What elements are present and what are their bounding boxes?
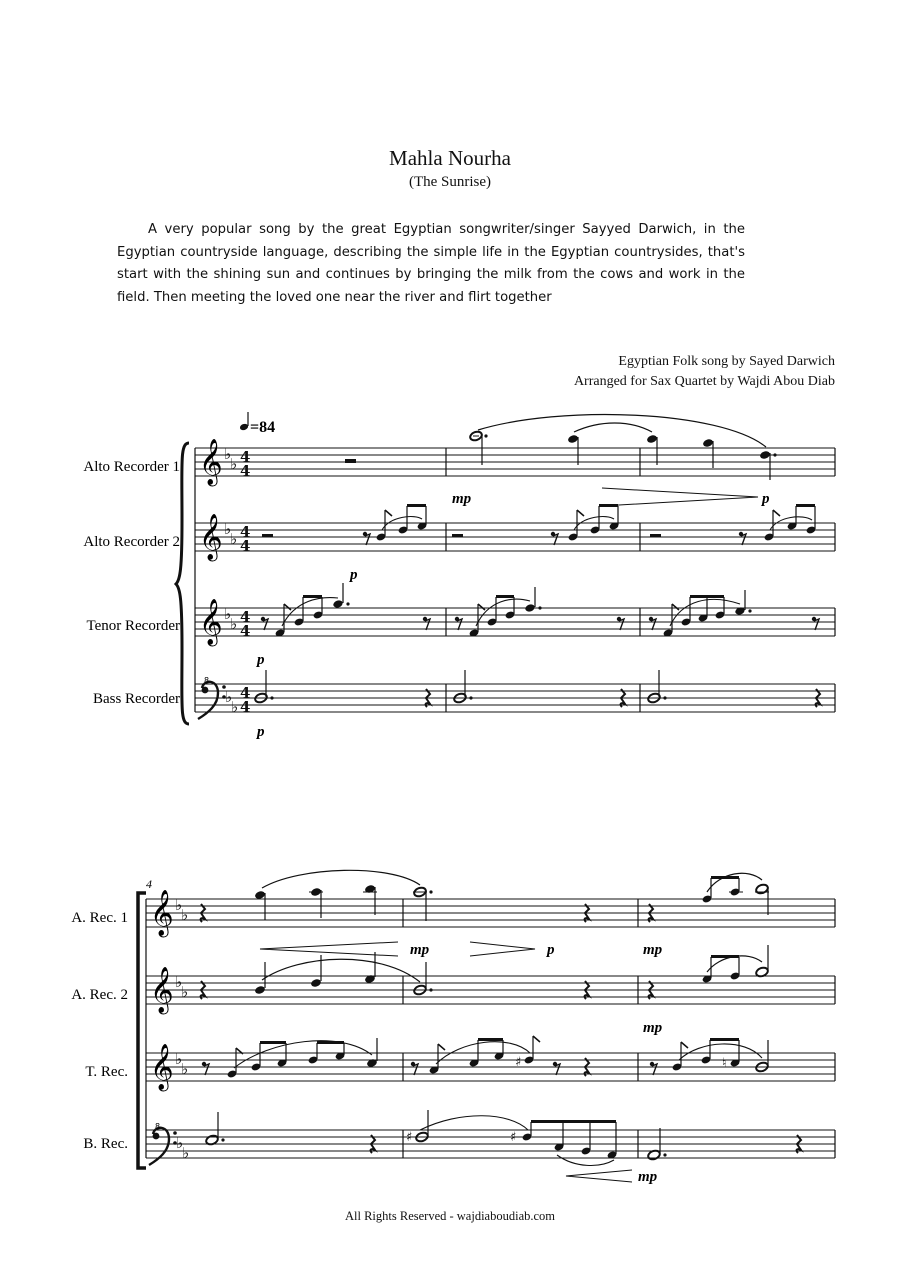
instrument-label: Tenor Recorder [86,618,180,634]
svg-text:♭: ♭ [181,983,189,1001]
svg-text:4: 4 [240,448,251,466]
octave-mark: 8 [204,676,210,685]
svg-text:♭: ♭ [231,698,239,716]
key-signature [175,896,189,1162]
dynamic-mark: mp [643,942,663,958]
svg-text:♭: ♭ [224,445,232,463]
instrument-label: Bass Recorder [92,691,180,707]
svg-text:♯: ♯ [510,1130,517,1145]
svg-text:♭: ♭ [230,455,238,473]
instrument-label: Alto Recorder 1 [83,459,180,475]
composer-credit: Egyptian Folk song by Sayed Darwich [618,354,835,369]
svg-text:♭: ♭ [175,973,183,991]
svg-text:♭: ♭ [230,615,238,633]
svg-text:4: 4 [240,462,251,480]
tempo-value: =84 [250,419,276,436]
svg-text:♭: ♭ [230,530,238,548]
instrument-label: B. Rec. [83,1136,128,1152]
description-paragraph: A very popular song by the great Egyptian songwriter/singer Sayyed Darwich, in the Egyptian countryside language, describing the simple life in the Egyptian countrysides, that's start with the shining sun and continues by bringing the milk from the cows and work in the field. Then meeting the loved one near the river and flirt together [117,222,745,305]
system-bracket [138,893,146,1168]
note-group [205,1110,801,1182]
key-signature [224,445,238,716]
octave-mark: 8 [155,1122,161,1131]
note-group [202,1036,769,1079]
svg-text:♭: ♭ [175,1050,183,1068]
svg-text:4: 4 [240,523,251,541]
note-group [254,670,820,707]
instrument-label: A. Rec. 2 [71,987,128,1003]
time-signature [240,448,250,716]
dynamic-mark: p [350,567,358,583]
dynamic-mark: p [257,724,265,740]
score-subtitle: (The Sunrise) [408,174,492,190]
svg-text:4: 4 [240,608,251,626]
treble-clef-icon: 𝄞 [199,439,223,485]
svg-text:♮: ♮ [722,1056,727,1071]
instrument-label: Alto Recorder 2 [83,534,180,550]
tempo-marking [239,412,275,436]
svg-text:♭: ♭ [182,1144,190,1162]
svg-text:4: 4 [240,537,251,555]
measure-number: 4 [146,877,152,891]
treble-clef-icon: 𝄞 [150,1044,174,1090]
dynamic-mark: mp [410,942,430,958]
dynamic-mark: mp [643,1020,663,1036]
treble-clef-icon: 𝄞 [150,890,174,936]
instrument-label: T. Rec. [85,1064,128,1080]
dynamic-mark: mp [638,1169,658,1185]
treble-clef-icon: 𝄞 [150,967,174,1013]
svg-text:♭: ♭ [224,520,232,538]
svg-text:♭: ♭ [176,1134,184,1152]
note-group [469,415,777,506]
score-title: Mahla Nourha [389,146,511,170]
svg-text:♯: ♯ [406,1130,413,1145]
dynamic-mark: p [547,942,555,958]
treble-clef-icon: 𝄞 [199,514,223,560]
svg-text:♭: ♭ [225,688,233,706]
svg-text:♯: ♯ [515,1055,522,1070]
svg-text:♭: ♭ [175,896,183,914]
system-1 [83,415,835,740]
dynamic-mark: mp [452,491,472,507]
bass-clef-icon [149,1128,177,1165]
svg-text:4: 4 [240,698,251,716]
dynamic-mark: p [257,652,265,668]
svg-text:4: 4 [240,622,251,640]
treble-clef-icon: 𝄞 [199,599,223,645]
svg-text:♭: ♭ [181,1060,189,1078]
bass-clef-icon [198,682,226,719]
svg-text:♭: ♭ [181,906,189,924]
system-2 [71,870,835,1185]
dynamic-mark: p [762,491,770,507]
note-group [201,945,769,999]
instrument-label: A. Rec. 1 [71,910,128,926]
arranger-credit: Arranged for Sax Quartet by Wajdi Abou Diab [573,374,835,389]
note-group [262,504,816,545]
svg-text:4: 4 [240,684,251,702]
svg-text:♭: ♭ [224,605,232,623]
copyright-footer: All Rights Reserved - wajdiaboudiab.com [344,1209,556,1223]
system-brace [176,443,189,724]
whole-rest [345,459,356,463]
